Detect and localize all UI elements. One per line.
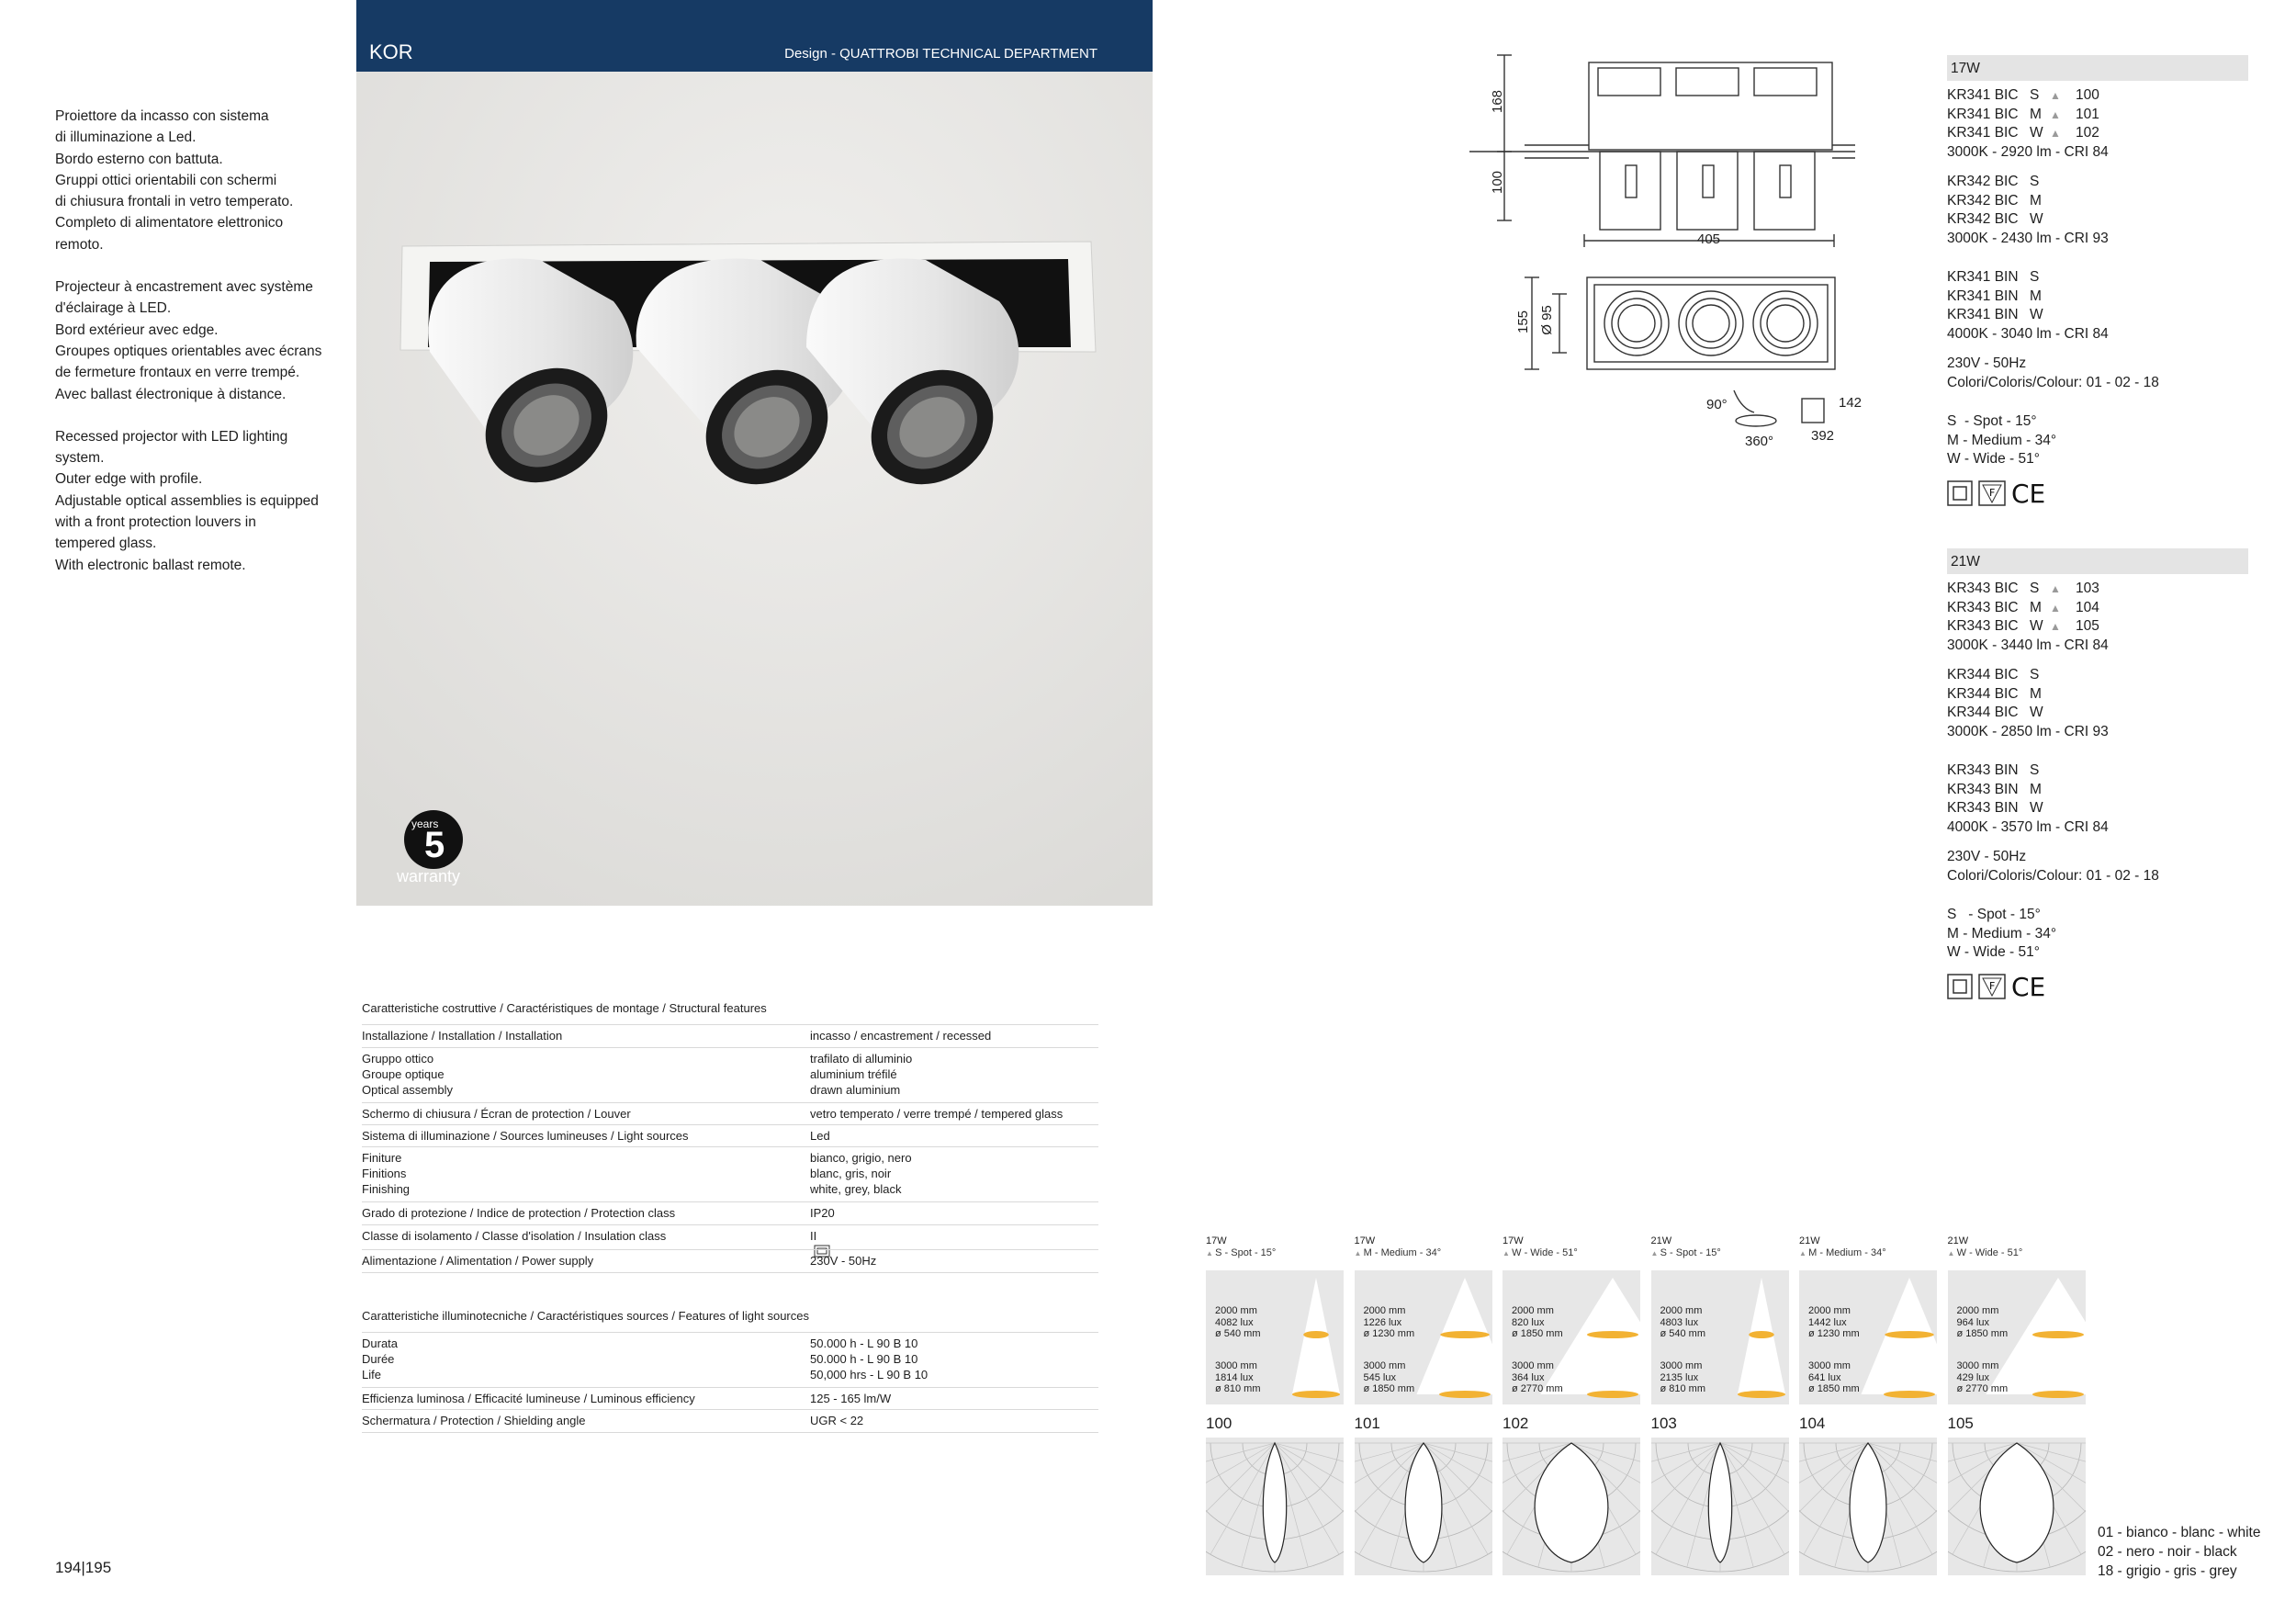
spec-line: KR344 BIC S	[1947, 667, 2040, 682]
warranty-badge	[397, 806, 470, 889]
polar-grid-ray	[1275, 1443, 1344, 1476]
description	[55, 106, 331, 597]
spec-line: KR342 BIC M	[1947, 192, 2042, 209]
spec-colours: Colori/Coloris/Colour: 01 - 02 - 18	[1947, 374, 2159, 390]
spec-voltage: 230V - 50Hz	[1947, 849, 2027, 864]
curve-number: 102	[1503, 1415, 1529, 1432]
spec-info: 3000K - 2850 lm - CRI 93	[1947, 723, 2109, 739]
dim-155: 155	[1515, 310, 1532, 334]
warranty-number: 5	[424, 825, 445, 865]
photometric-beam: ▲ S - Spot - 15°	[1650, 1247, 1721, 1258]
photometric-beam: ▲ W - Wide - 51°	[1503, 1247, 1578, 1258]
polar-grid-ray	[1651, 1443, 1720, 1476]
photometric-header	[1355, 1235, 1492, 1259]
illuminance-far: 3000 mm 429 lux ø 2770 mm	[1956, 1360, 2009, 1394]
spec-info: 3000K - 2430 lm - CRI 93	[1947, 230, 2109, 246]
spec-info: 4000K - 3040 lm - CRI 84	[1947, 325, 2109, 342]
table-row: Alimentazione / Alimentation / Power supply 230V - 50Hz	[362, 1249, 1098, 1273]
structural-title: Caratteristiche costruttive / Caractéristiques de montage / Structural features	[362, 1001, 767, 1015]
beam-triangle-icon: ▲	[1354, 1249, 1364, 1257]
beam-spot-far	[2032, 1391, 2084, 1398]
cutout-392: 392	[1811, 428, 1835, 444]
illuminance-near: 2000 mm 820 lux ø 1850 mm	[1512, 1305, 1563, 1339]
table-row: Sistema di illuminazione / Sources lumineuses / Light sources Led	[362, 1124, 1098, 1147]
illuminance-far: 3000 mm 545 lux ø 1850 mm	[1363, 1360, 1415, 1394]
polar-graphic	[1799, 1438, 1937, 1575]
beam-spot-near	[1749, 1331, 1774, 1338]
beam-triangle-icon: ▲	[2050, 107, 2061, 121]
warranty-label: warranty	[397, 867, 461, 885]
curve-number: 103	[1650, 1415, 1677, 1432]
table-row: Classe di isolamento / Classe d'isolation / Insulation class II	[362, 1224, 1098, 1249]
illuminance-near: 2000 mm 1442 lux ø 1230 mm	[1808, 1305, 1860, 1339]
rotation-360: 360°	[1745, 434, 1774, 449]
beam-spot-near	[1440, 1331, 1489, 1338]
table-row: Durata Durée Life 50.000 h - L 90 B 10 50.000 h - L 90 B 10 50,000 hrs - L 90 B 10	[362, 1332, 1098, 1384]
curve-number: 104	[1799, 1415, 1826, 1432]
lighting-title: Caratteristiche illuminotecniche / Caractéristiques sources / Features of light sources	[362, 1309, 809, 1323]
certification-marks	[1947, 475, 2248, 512]
polar-curve	[1535, 1443, 1608, 1562]
polar-curve	[1708, 1443, 1731, 1562]
beam-spot-far	[1587, 1391, 1638, 1398]
polar-diagram	[1355, 1438, 1492, 1575]
illuminance-far: 3000 mm 2135 lux ø 810 mm	[1660, 1360, 1706, 1394]
legend-item: 18 - grigio - gris - grey	[2098, 1563, 2237, 1579]
beam-medium: M - Medium - 34°	[1947, 925, 2057, 942]
illuminance-far: 3000 mm 641 lux ø 1850 mm	[1808, 1360, 1860, 1394]
table-row: Schermatura / Protection / Shielding angle UGR < 22	[362, 1409, 1098, 1433]
spec-line: KR343 BIN S	[1947, 762, 2040, 778]
spec-colours: Colori/Coloris/Colour: 01 - 02 - 18	[1947, 867, 2159, 884]
photometric-header	[1651, 1235, 1789, 1259]
table-row: Schermo di chiusura / Écran de protection / Louver vetro temperato / verre trempé / tempered glass	[362, 1102, 1098, 1125]
spec-line: KR341 BIN S	[1947, 269, 2040, 285]
beam-cone-diagram	[1799, 1270, 1937, 1404]
polar-graphic	[1503, 1438, 1640, 1575]
spec-line: KR343 BIC S ▲ 103	[1947, 580, 2248, 599]
polar-grid-ray	[1720, 1443, 1789, 1476]
beam-spot-near	[1303, 1331, 1329, 1338]
dim-168: 168	[1490, 89, 1506, 114]
beam-spot-far	[1439, 1391, 1491, 1398]
spec-line: KR341 BIN M	[1947, 288, 2042, 304]
svg-text:F: F	[1989, 979, 1996, 992]
photometric-power: 17W	[1354, 1235, 1376, 1246]
spec-line: KR343 BIC M ▲ 104	[1947, 599, 2248, 618]
illuminance-near: 2000 mm 4082 lux ø 540 mm	[1215, 1305, 1261, 1339]
f-mark-icon	[1978, 480, 2006, 506]
spec-line: KR341 BIC M ▲ 101	[1947, 106, 2248, 125]
beam-triangle-icon: ▲	[1947, 1249, 1957, 1257]
photometric-power: 21W	[1650, 1235, 1672, 1246]
photometric-power: 17W	[1206, 1235, 1227, 1246]
polar-graphic	[1948, 1438, 2086, 1575]
polar-graphic	[1355, 1438, 1492, 1575]
spec-line: KR342 BIC S	[1947, 174, 2040, 189]
description-en: Recessed projector with LED lighting system. Outer edge with profile. Adjustable optical assemblies is equipped with a front protection louvers in tempered glass. With electronic ballast remote.	[55, 428, 319, 573]
ce-mark-icon	[2011, 480, 2046, 506]
product-photo	[356, 72, 1153, 906]
dim-405: 405	[1697, 231, 1721, 247]
spec-line: KR343 BIN M	[1947, 781, 2042, 797]
illuminance-far: 3000 mm 364 lux ø 2770 mm	[1512, 1360, 1563, 1394]
beam-spot-near	[1587, 1331, 1638, 1338]
beam-spot-near	[2032, 1331, 2084, 1338]
svg-text:F: F	[1989, 486, 1996, 499]
polar-grid-ray	[1206, 1443, 1275, 1476]
beam-triangle-icon: ▲	[2050, 127, 2061, 140]
illuminance-near: 2000 mm 4803 lux ø 540 mm	[1660, 1305, 1706, 1339]
legend-item: 02 - nero - noir - black	[2098, 1544, 2237, 1560]
cutout-142: 142	[1839, 395, 1863, 411]
beam-spot-far	[1292, 1391, 1340, 1398]
beam-spot-far	[1737, 1391, 1784, 1398]
curve-number: 100	[1206, 1415, 1232, 1432]
polar-curve	[1980, 1443, 2054, 1562]
description-it: Proiettore da incasso con sistema di illuminazione a Led. Bordo esterno con battuta. Gruppi ottici orientabili con schermi di chiusura frontali in vetro temperato. Completo di alimentatore elettronico remoto.	[55, 108, 294, 253]
photometric-header	[1948, 1235, 2086, 1259]
beam-triangle-icon: ▲	[1503, 1249, 1513, 1257]
beam-cone-diagram	[1206, 1270, 1344, 1404]
photometric-power: 17W	[1503, 1235, 1524, 1246]
table-row: Finiture Finitions Finishing bianco, grigio, nero blanc, gris, noir white, grey, black	[362, 1146, 1098, 1199]
svg-text:CE: CE	[2011, 479, 2046, 506]
beam-triangle-icon: ▲	[2050, 582, 2061, 595]
beam-spot: S - Spot - 15°	[1947, 413, 2037, 429]
class-ii-icon	[1947, 974, 1973, 999]
table-row: Gruppo ottico Groupe optique Optical assembly trafilato di alluminio aluminium tréfilé drawn aluminium	[362, 1047, 1098, 1100]
beam-cone-diagram	[1355, 1270, 1492, 1404]
polar-graphic	[1206, 1438, 1344, 1575]
polar-diagram	[1651, 1438, 1789, 1575]
spec-voltage: 230V - 50Hz	[1947, 355, 2027, 371]
svg-text:CE: CE	[2011, 973, 2046, 999]
product-name: KOR	[369, 40, 413, 63]
illuminance-near: 2000 mm 1226 lux ø 1230 mm	[1363, 1305, 1415, 1339]
photometric-header	[1503, 1235, 1640, 1259]
table-row: Installazione / Installation / Installation incasso / encastrement / recessed	[362, 1024, 1098, 1047]
spec-line: KR343 BIN W	[1947, 800, 2043, 816]
fixture-illustration	[356, 72, 1153, 906]
beam-wide: W - Wide - 51°	[1947, 451, 2040, 467]
spec-line: KR344 BIC W	[1947, 705, 2043, 720]
warranty-years: years	[411, 818, 439, 830]
beam-cone-diagram	[1503, 1270, 1640, 1404]
beam-cone-diagram	[1948, 1270, 2086, 1404]
spec-info: 4000K - 3570 lm - CRI 84	[1947, 818, 2109, 835]
spec-header: 21W	[1947, 548, 2248, 574]
table-row: Grado di protezione / Indice de protection / Protection class IP20	[362, 1201, 1098, 1224]
beam-triangle-icon: ▲	[2050, 89, 2061, 102]
photometric-header	[1799, 1235, 1937, 1259]
spec-17w	[1947, 55, 2248, 512]
spec-info: 3000K - 2920 lm - CRI 84	[1947, 143, 2109, 160]
header-band	[356, 0, 1153, 72]
illuminance-far: 3000 mm 1814 lux ø 810 mm	[1215, 1360, 1261, 1394]
spec-line: KR343 BIC W ▲ 105	[1947, 617, 2248, 637]
table-row: Efficienza luminosa / Efficacité lumineuse / Luminous efficiency 125 - 165 lm/W	[362, 1387, 1098, 1410]
photometric-beam: ▲ S - Spot - 15°	[1206, 1247, 1277, 1258]
beam-triangle-icon: ▲	[2050, 601, 2061, 615]
spec-header: 17W	[1947, 55, 2248, 81]
photometric-header	[1206, 1235, 1344, 1259]
f-mark-icon	[1978, 974, 2006, 999]
polar-diagram	[1503, 1438, 1640, 1575]
spec-line: KR341 BIC W ▲ 102	[1947, 124, 2248, 143]
spec-info: 3000K - 3440 lm - CRI 84	[1947, 637, 2109, 653]
photometric-beam: ▲ M - Medium - 34°	[1799, 1247, 1886, 1258]
photometric-beam: ▲ W - Wide - 51°	[1947, 1247, 2023, 1258]
rotation-90: 90°	[1706, 397, 1728, 412]
spec-line: KR344 BIC M	[1947, 685, 2042, 702]
curve-number: 105	[1947, 1415, 1974, 1432]
ce-mark-icon	[2011, 974, 2046, 999]
photometric-beam: ▲ M - Medium - 34°	[1354, 1247, 1442, 1258]
illuminance-near: 2000 mm 964 lux ø 1850 mm	[1956, 1305, 2009, 1339]
class-ii-icon	[1947, 480, 1973, 506]
photometric-power: 21W	[1947, 1235, 1969, 1246]
technical-drawing	[1469, 37, 1855, 459]
spec-21w	[1947, 548, 2248, 1005]
beam-triangle-icon: ▲	[1799, 1249, 1809, 1257]
beam-medium: M - Medium - 34°	[1947, 432, 2057, 448]
photometric-power: 21W	[1799, 1235, 1820, 1246]
dim-100: 100	[1490, 170, 1506, 195]
polar-diagram	[1206, 1438, 1344, 1575]
spec-line: KR342 BIC W	[1947, 211, 2043, 227]
dim-95: Ø 95	[1538, 305, 1555, 335]
legend-item: 01 - bianco - blanc - white	[2098, 1525, 2261, 1540]
polar-diagram	[1799, 1438, 1937, 1575]
description-fr: Projecteur à encastrement avec système d'éclairage à LED. Bord extérieur avec edge. Groupes optiques orientables avec écrans de fermeture frontaux en verre trempé. Avec ballast électronique à distance.	[55, 279, 322, 402]
beam-triangle-icon: ▲	[1650, 1249, 1660, 1257]
beam-spot-far	[1884, 1391, 1935, 1398]
polar-diagram	[1948, 1438, 2086, 1575]
polar-curve	[1263, 1443, 1286, 1562]
beam-triangle-icon: ▲	[1206, 1249, 1216, 1257]
spec-line: KR341 BIC S ▲ 100	[1947, 86, 2248, 106]
certification-marks	[1947, 968, 2248, 1005]
curve-number: 101	[1354, 1415, 1380, 1432]
spec-line: KR341 BIN W	[1947, 307, 2043, 322]
colour-legend	[2098, 1523, 2260, 1581]
polar-curve	[1405, 1443, 1442, 1562]
polar-graphic	[1651, 1438, 1789, 1575]
page-number: 194|195	[55, 1559, 112, 1576]
beam-triangle-icon: ▲	[2050, 620, 2061, 633]
design-credit: Design - QUATTROBI TECHNICAL DEPARTMENT	[784, 46, 1097, 62]
beam-spot-near	[1885, 1331, 1933, 1338]
beam-cone-diagram	[1651, 1270, 1789, 1404]
beam-wide: W - Wide - 51°	[1947, 944, 2040, 960]
beam-spot: S - Spot - 15°	[1947, 907, 2041, 922]
polar-curve	[1850, 1443, 1886, 1562]
